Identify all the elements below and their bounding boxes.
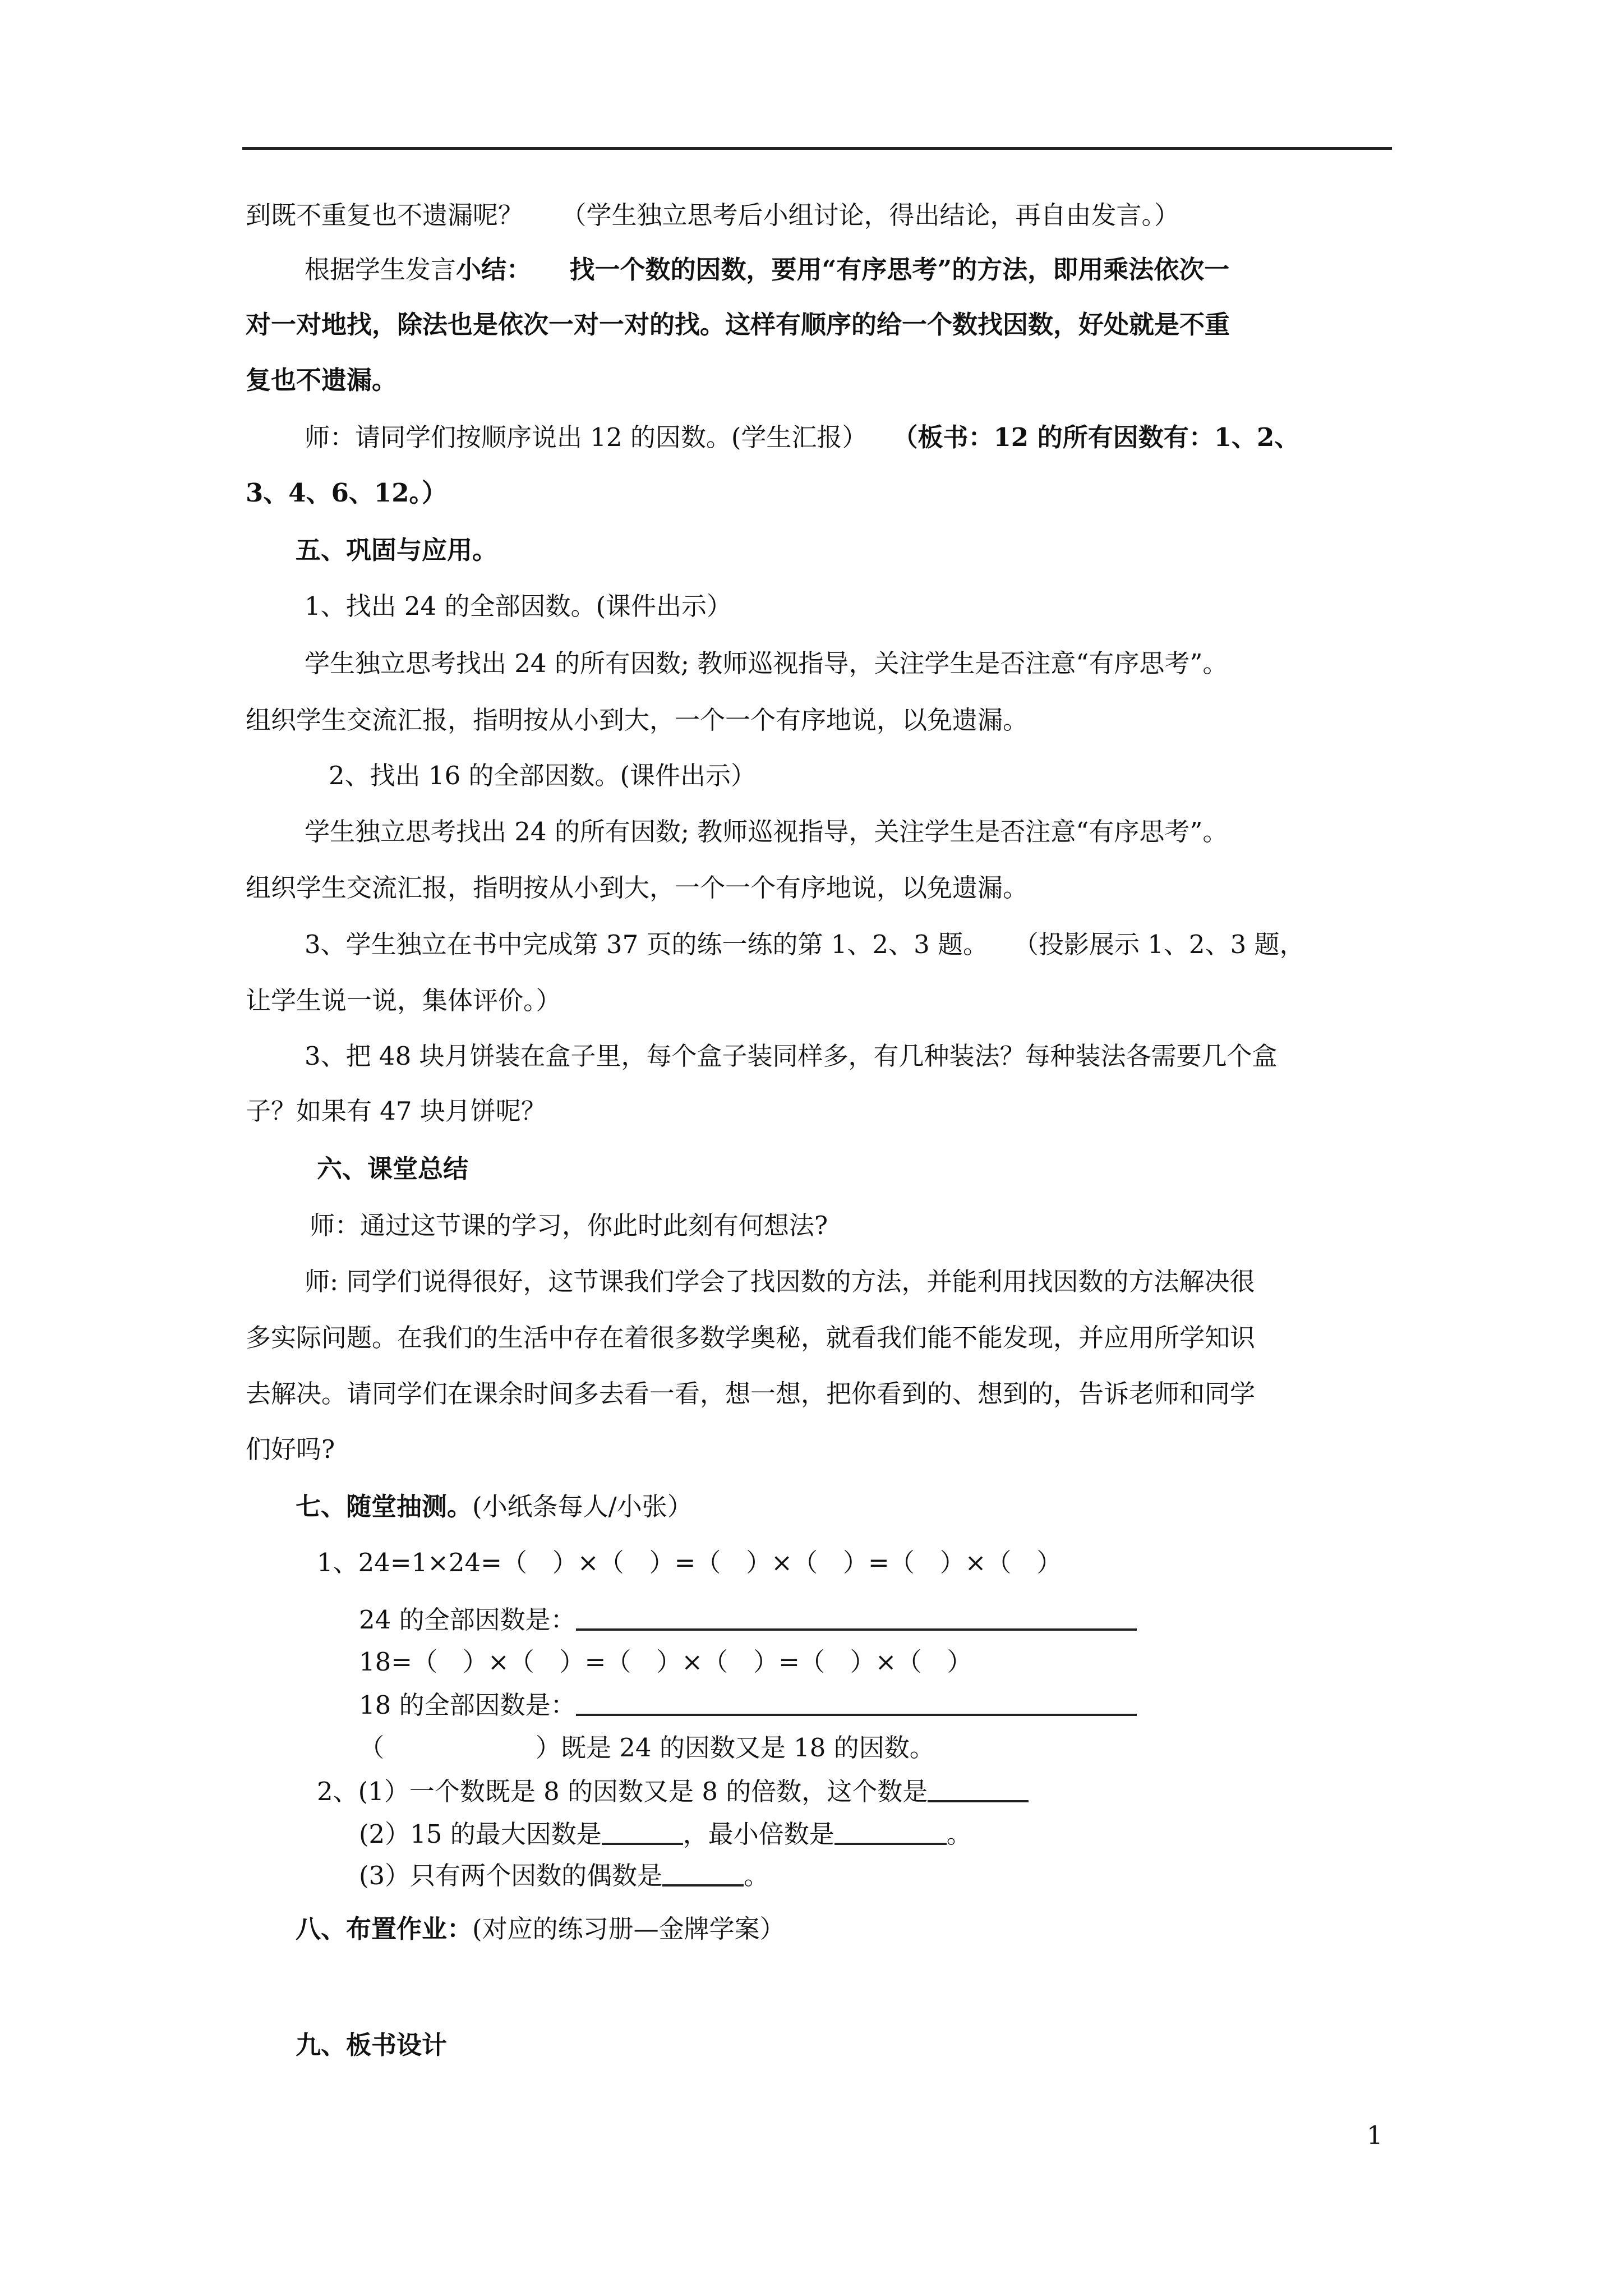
- heading-note: (小纸条每人/小张）: [472, 1492, 693, 1521]
- text-span: 根据学生发言: [305, 255, 457, 284]
- section-heading: [296, 1492, 693, 1521]
- heading-note: (对应的练习册—金牌学案）: [472, 1914, 785, 1944]
- heading-bold: 七、随堂抽测。: [296, 1492, 473, 1521]
- answer-blank[interactable]: [576, 1606, 1137, 1631]
- quiz-line: （ ）既是 24 的因数又是 18 的因数。: [359, 1733, 935, 1763]
- board-note-bold: （板书：12 的所有因数有：1、2、: [905, 422, 1300, 452]
- section-heading: [296, 1915, 785, 1944]
- text-line: 对一对地找，除法也是依次一对一对的找。这样有顺序的给一个数找因数，好处就是不重: [246, 310, 1230, 339]
- heading-bold: 八、布置作业：: [296, 1914, 473, 1944]
- text-line: 师：通过这节课的学习，你此时此刻有何想法?: [310, 1211, 828, 1240]
- text-line: 复也不遗漏。: [246, 365, 398, 395]
- header-rule: [242, 147, 1392, 150]
- text-line: 3、把 48 块月饼装在盒子里，每个盒子装同样多，有几种装法？每种装法各需要几个盒: [305, 1041, 1278, 1071]
- text-line: 组织学生交流汇报，指明按从小到大，一个一个有序地说，以免遗漏。: [246, 873, 1029, 903]
- text-line: [305, 423, 1299, 452]
- quiz-label: ，最小倍数是: [683, 1819, 834, 1849]
- text-line: 让学生说一说，集体评价。）: [246, 986, 561, 1015]
- quiz-line: [359, 1861, 769, 1890]
- text-line: 师: 同学们说得很好，这节课我们学会了找因数的方法，并能利用找因数的方法解决很: [305, 1267, 1255, 1296]
- quiz-line: [317, 1777, 1029, 1806]
- quiz-line: [359, 1820, 972, 1849]
- text-line: 去解决。请同学们在课余时间多去看一看，想一想，把你看到的、想到的，告诉老师和同学: [246, 1379, 1256, 1409]
- quiz-line: [359, 1691, 1137, 1720]
- section-heading: 六、课堂总结: [317, 1154, 469, 1184]
- answer-blank[interactable]: [602, 1820, 683, 1845]
- text-line: 学生独立思考找出 24 的所有因数; 教师巡视指导，关注学生是否注意“有序思考”。: [305, 648, 1228, 678]
- answer-blank[interactable]: [662, 1862, 744, 1887]
- quiz-label: (2）15 的最大因数是: [359, 1819, 602, 1849]
- quiz-label: (3）只有两个因数的偶数是: [359, 1861, 663, 1890]
- answer-blank[interactable]: [576, 1691, 1137, 1716]
- text-line: 多实际问题。在我们的生活中存在着很多数学奥秘，就看我们能不能发现，并应用所学知识: [246, 1323, 1256, 1352]
- text-line: 2、找出 16 的全部因数。(课件出示）: [329, 761, 757, 790]
- section-heading: 九、板书设计: [296, 2030, 448, 2060]
- quiz-label: 18 的全部因数是：: [359, 1690, 576, 1720]
- quiz-label: 。: [946, 1819, 972, 1849]
- quiz-label: 。: [744, 1861, 769, 1890]
- text-line: 组织学生交流汇报，指明按从小到大，一个一个有序地说，以免遗漏。: [246, 705, 1029, 735]
- text-line: 学生独立思考找出 24 的所有因数; 教师巡视指导，关注学生是否注意“有序思考”。: [305, 817, 1228, 846]
- text-line: 子？如果有 47 块月饼呢？: [246, 1096, 546, 1126]
- summary-bold: 小结： 找一个数的因数，要用“有序思考”的方法，即用乘法依次一: [456, 255, 1230, 284]
- answer-blank[interactable]: [834, 1820, 947, 1845]
- text-line: 到既不重复也不遗漏呢？ （学生独立思考后小组讨论，得出结论，再自由发言。）: [246, 200, 1180, 230]
- quiz-line: [359, 1605, 1137, 1635]
- page-number: 1: [1367, 2120, 1383, 2150]
- text-line: [305, 255, 1229, 284]
- quiz-line: 18=（ ）×（ ）=（ ）×（ ）=（ ）×（ ）: [359, 1647, 972, 1677]
- text-line: 1、找出 24 的全部因数。(课件出示）: [305, 591, 732, 621]
- text-line: 们好吗?: [246, 1434, 335, 1464]
- text-line: 3、学生独立在书中完成第 37 页的练一练的第 1、2、3 题。 （投影展示 1、2、3 题，: [305, 930, 1305, 959]
- text-span: 师：请同学们按顺序说出 12 的因数。(学生汇报）: [305, 422, 905, 452]
- quiz-line: 1、24=1×24=（ ）×（ ）=（ ）×（ ）=（ ）×（ ）: [317, 1548, 1062, 1577]
- quiz-label: 2、(1）一个数既是 8 的因数又是 8 的倍数，这个数是: [317, 1777, 928, 1806]
- answer-blank[interactable]: [928, 1778, 1029, 1802]
- section-heading: 五、巩固与应用。: [296, 535, 498, 565]
- text-line: 3、4、6、12。）: [246, 478, 448, 508]
- quiz-label: 24 的全部因数是：: [359, 1605, 576, 1635]
